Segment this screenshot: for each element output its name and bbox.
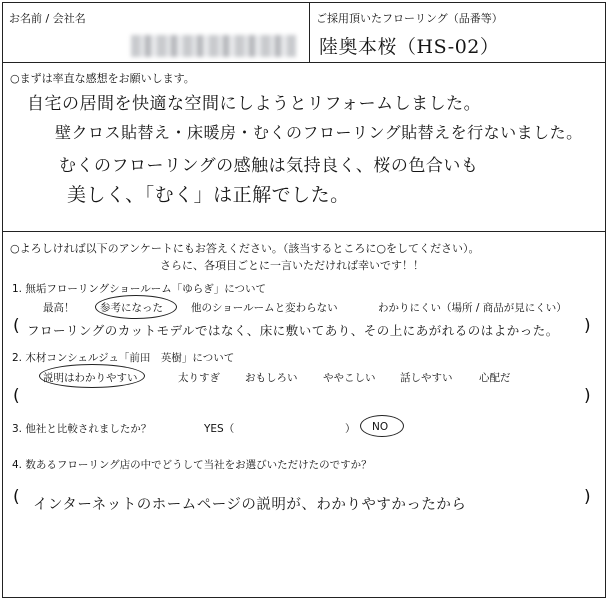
q1-paren-close: ) [584, 316, 591, 336]
survey-intro-2: さらに、各項目ごとに一言いただければ幸いです！！ [160, 259, 424, 272]
q4-paren-open: ( [13, 487, 20, 507]
impression-line-1: 自宅の居間を快適な空間にしようとリフォームしました。 [27, 94, 482, 114]
q1-title: 1. 無垢フローリングショールーム「ゆらぎ」について [12, 283, 267, 295]
impression-section [3, 62, 605, 232]
q2-option-5: 話しやすい [400, 372, 453, 384]
impression-line-2: 壁クロス貼替え・床暖房・むくのフローリング貼替えを行ないました。 [55, 123, 583, 142]
q2-paren-close: ) [584, 386, 591, 406]
q2-option-4: ややこしい [323, 372, 376, 384]
q2-selected-circle [39, 364, 145, 388]
questionnaire-form [2, 2, 606, 598]
q1-option-best: 最高！ [43, 302, 75, 314]
q4-paren-close: ) [584, 487, 591, 507]
impression-line-4: 美しく、「むく」は正解でした。 [67, 184, 350, 206]
q2-option-2: 太りすぎ [178, 372, 220, 384]
q3-yes: YES（ [204, 423, 235, 435]
q3-yes-close: ） [345, 423, 356, 435]
impression-line-3: むくのフローリングの感触は気持良く、桜の色合いも [59, 156, 479, 176]
q1-option-helpful: 参考になった [100, 302, 163, 314]
q4-title: 4. 数あるフローリング店の中でどうして当社をお選びいただけたのですか？ [12, 459, 372, 471]
q1-option-same: 他のショールームと変わらない [191, 302, 338, 314]
q2-option-6: 心配だ [479, 372, 511, 384]
redacted-name [131, 35, 296, 57]
q2-option-clear: 説明はわかりやすい [43, 372, 138, 384]
header-row [3, 3, 605, 63]
q4-comment: インターネットのホームページの説明が、わかりやすかったから [33, 497, 467, 513]
product-label: ご採用頂いたフローリング（品番等） [316, 12, 503, 25]
q1-paren-open: ( [13, 316, 20, 336]
name-cell [3, 3, 310, 62]
q1-option-unclear: わかりにくい（場所 / 商品が見にくい） [378, 302, 567, 314]
survey-intro: ○よろしければ以下のアンケートにもお答えください。（該当するところに○をしてください）。 [10, 242, 480, 255]
q3-title: 3. 他社と比較されましたか？ [12, 423, 152, 435]
q2-paren-open: ( [13, 386, 20, 406]
impression-prompt: ○まずは率直な感想をお願いします。 [10, 72, 195, 85]
q2-option-3: おもしろい [245, 372, 298, 384]
q1-selected-circle [95, 295, 177, 319]
q3-no: NO [372, 421, 389, 433]
name-label: お名前 / 会社名 [9, 12, 86, 25]
q3-selected-circle [360, 415, 404, 437]
q2-title: 2. 木材コンシェルジュ「前田 英樹」について [12, 352, 235, 364]
product-value: 陸奥本桜（HS-02） [319, 36, 500, 58]
q1-comment: フローリングのカットモデルではなく、床に敷いてあり、その上にあがれるのはよかった。 [27, 323, 559, 338]
